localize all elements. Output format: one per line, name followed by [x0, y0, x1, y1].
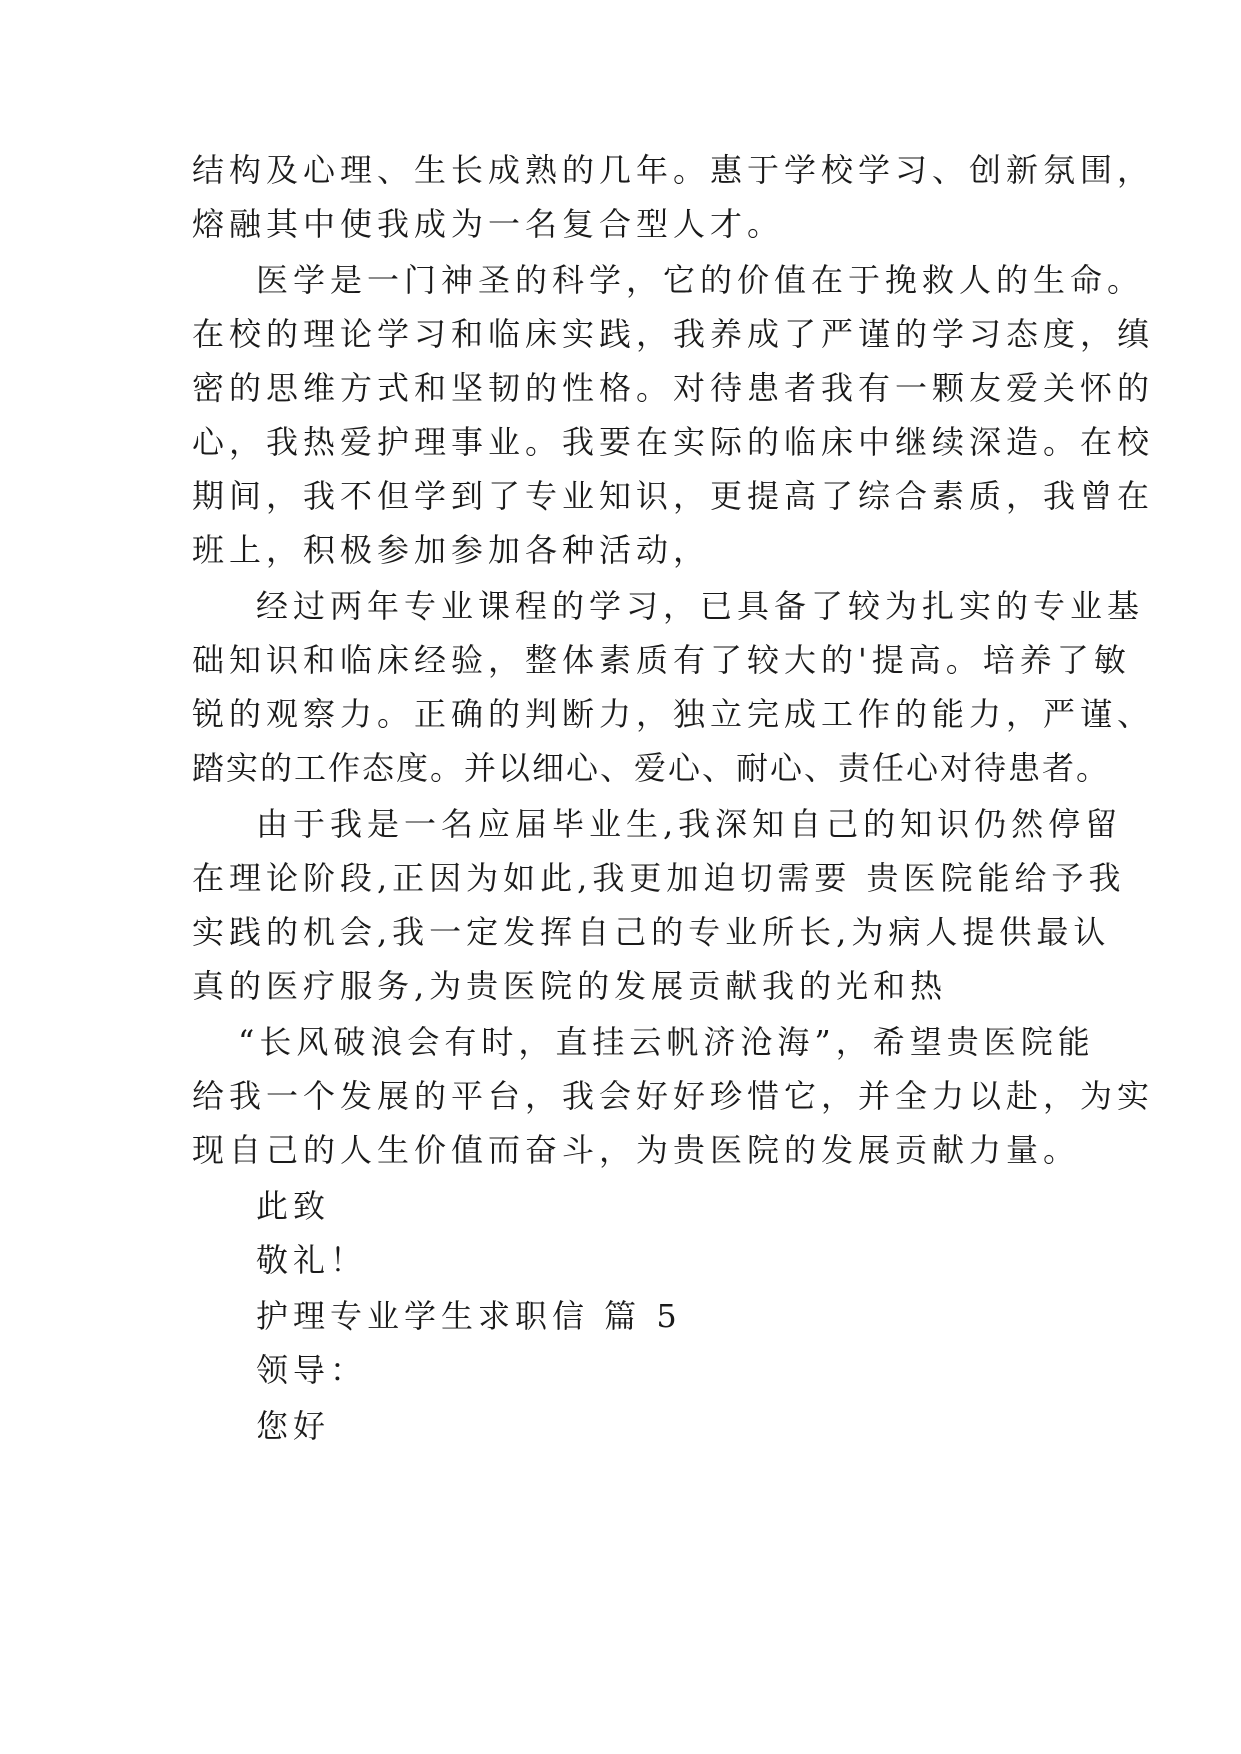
paragraph-first-line: 医学是一门神圣的科学，它的价值在于挽救人的生命。 — [256, 261, 1145, 299]
text-line: 锐的观察力。正确的判断力，独立完成工作的能力，严谨、 — [192, 695, 1155, 733]
section-heading: 护理专业学生求职信 篇 5 — [256, 1297, 682, 1335]
text-line: 现自己的人生价值而奋斗，为贵医院的发展贡献力量。 — [192, 1131, 1081, 1169]
text-line: 密的思维方式和坚韧的性格。对待患者我有一颗友爱关怀的 — [192, 369, 1155, 407]
text-line: 真的医疗服务,为贵医院的发展贡献我的光和热 — [192, 967, 948, 1005]
text-line: 期间，我不但学到了专业知识，更提高了综合素质，我曾在 — [192, 477, 1155, 515]
text-line: 班上，积极参加参加各种活动， — [192, 531, 711, 569]
text-line: 在校的理论学习和临床实践，我养成了严谨的学习态度，缜 — [192, 315, 1155, 353]
greeting: 您好 — [256, 1407, 331, 1445]
paragraph-first-line: 由于我是一名应届毕业生,我深知自己的知识仍然停留 — [256, 805, 1123, 843]
closing-regards: 敬礼！ — [256, 1241, 368, 1279]
closing-salutation: 此致 — [256, 1187, 331, 1225]
text-line: 在理论阶段,正因为如此,我更加迫切需要 贵医院能给予我 — [192, 859, 1126, 897]
text-line: 踏实的工作态度。并以细心、爱心、耐心、责任心对待患者。 — [192, 749, 1111, 787]
text-line: 给我一个发展的平台，我会好好珍惜它，并全力以赴，为实 — [192, 1077, 1155, 1115]
text-line: 础知识和临床经验，整体素质有了较大的'提高。培养了敏 — [192, 641, 1131, 679]
text-line: 实践的机会,我一定发挥自己的专业所长,为病人提供最认 — [192, 913, 1111, 951]
greeting-addressee: 领导： — [256, 1351, 368, 1389]
text-line: 结构及心理、生长成熟的几年。惠于学校学习、创新氛围， — [192, 151, 1155, 189]
paragraph-first-line: 经过两年专业课程的学习，已具备了较为扎实的专业基 — [256, 587, 1145, 625]
text-line: 熔融其中使我成为一名复合型人才。 — [192, 205, 785, 243]
text-line: 心，我热爱护理事业。我要在实际的临床中继续深造。在校 — [192, 423, 1155, 461]
paragraph-first-line: “长风破浪会有时，直挂云帆济沧海”，希望贵医院能 — [238, 1023, 1095, 1061]
